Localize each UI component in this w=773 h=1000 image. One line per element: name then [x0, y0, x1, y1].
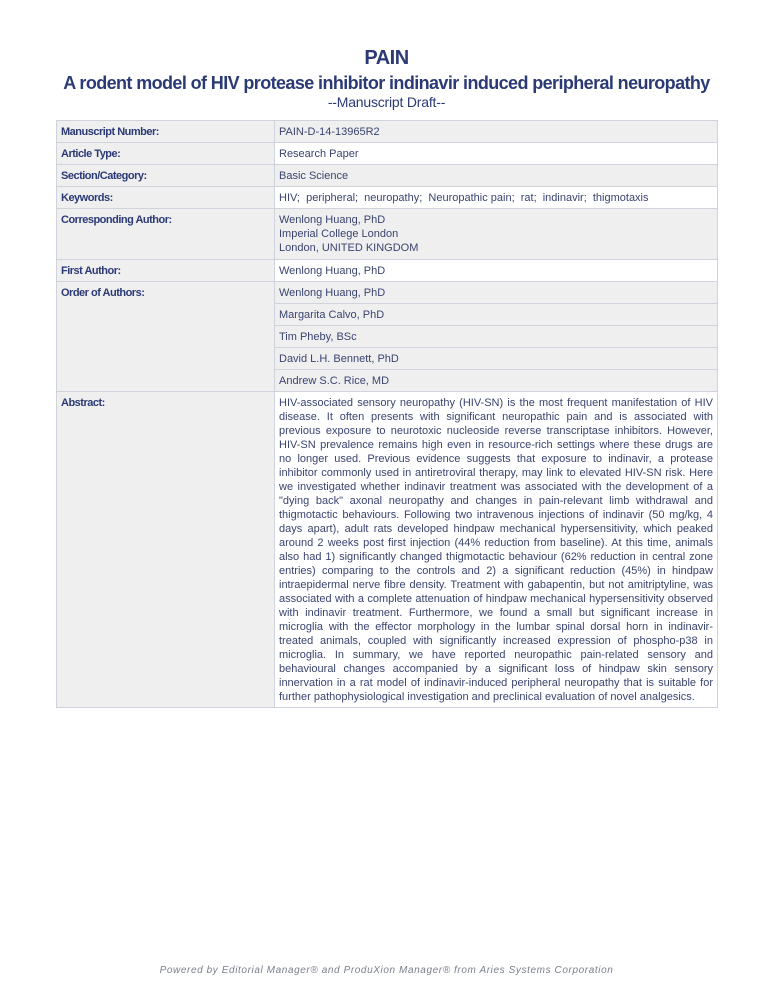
section-category-value: Basic Science [275, 165, 718, 187]
manuscript-metadata-table [56, 120, 718, 708]
manuscript-number-value: PAIN-D-14-13965R2 [275, 121, 718, 143]
corresponding-author-institution: Imperial College London [279, 228, 399, 240]
manuscript-title: A rodent model of HIV protease inhibitor indinavir induced peripheral neuropathy [63, 73, 710, 93]
author-item: Tim Pheby, BSc [275, 326, 718, 348]
order-of-authors-label: Order of Authors: [57, 282, 275, 392]
section-category-label: Section/Category: [57, 165, 275, 187]
journal-name: PAIN [364, 47, 409, 69]
row-corresponding-author [57, 209, 718, 260]
article-type-value: Research Paper [275, 143, 718, 165]
row-keywords [57, 187, 718, 209]
manuscript-number-label: Manuscript Number: [57, 121, 275, 143]
corresponding-author-label: Corresponding Author: [57, 209, 275, 260]
abstract-label: Abstract: [57, 392, 275, 708]
article-type-label: Article Type: [57, 143, 275, 165]
corresponding-author-name: Wenlong Huang, PhD [279, 214, 386, 226]
abstract-text: HIV-associated sensory neuropathy (HIV-SN) is the most frequent manifestation of HIV disease. It often presents with significant neuropathic pain and is associated with previous exposure to neurotoxic nucleoside reverse transcriptase inhibitors. However, HIV-SN prevalence remains high even in resource-rich settings where these drugs are no longer used. Previous evidence suggests that exposure to indinavir, a protease inhibitor commonly used in antiretroviral therapy, may link to elevated HIV-SN risk. Here we investigated whether indinavir treatment was associated with the development of a "dying back" axonal neuropathy and changes in pain-relevant limb withdrawal and thigmotactic behaviours. Following two intravenous injections of indinavir (50 mg/kg, 4 days apart), adult rats developed hindpaw mechanical hypersensitivity, which peaked around 2 weeks post first injection (44% reduction from baseline). At this time, animals also had 1) significantly changed thigmotactic behaviour (62% reduction in central zone entries) comparing to the controls and 2) a significant reduction (45%) in hindpaw intraepidermal nerve fibre density. Treatment with gabapentin, but not amitriptyline, was associated with a complete attenuation of hindpaw mechanical hypersensitivity observed with indinavir treatment. Furthermore, we found a small but significant increase in microglia with the effector morphology in the lumbar spinal dorsal horn in indinavir-treated animals, coupled with significantly increased expression of phospho-p38 in microglia. In summary, we have reported neuropathic pain-related sensory and behavioural changes accompanied by a significant loss of hindpaw skin sensory innervation in a rat model of indinavir-induced peripheral neuropathy that is suitable for further pathophysiological investigation and preclinical evaluation of novel analgesics. [275, 392, 718, 708]
manuscript-draft-label: --Manuscript Draft-- [327, 94, 446, 110]
keywords-value: HIV; peripheral; neuropathy; Neuropathic pain; rat; indinavir; thigmotaxis [275, 187, 718, 209]
row-abstract [57, 392, 718, 708]
row-first-author [57, 260, 718, 282]
corresponding-author-value [275, 209, 718, 260]
author-item: David L.H. Bennett, PhD [275, 348, 718, 370]
row-manuscript-number [57, 121, 718, 143]
row-order-of-authors [57, 282, 718, 304]
footer-powered-by: Powered by Editorial Manager® and ProduXion Manager® from Aries Systems Corporation [159, 965, 614, 976]
first-author-value: Wenlong Huang, PhD [275, 260, 718, 282]
author-item: Margarita Calvo, PhD [275, 304, 718, 326]
corresponding-author-location: London, UNITED KINGDOM [279, 242, 419, 254]
row-section-category [57, 165, 718, 187]
author-item: Andrew S.C. Rice, MD [275, 370, 718, 392]
first-author-label: First Author: [57, 260, 275, 282]
row-article-type [57, 143, 718, 165]
document-header [0, 46, 773, 110]
keywords-label: Keywords: [57, 187, 275, 209]
author-item: Wenlong Huang, PhD [275, 282, 718, 304]
